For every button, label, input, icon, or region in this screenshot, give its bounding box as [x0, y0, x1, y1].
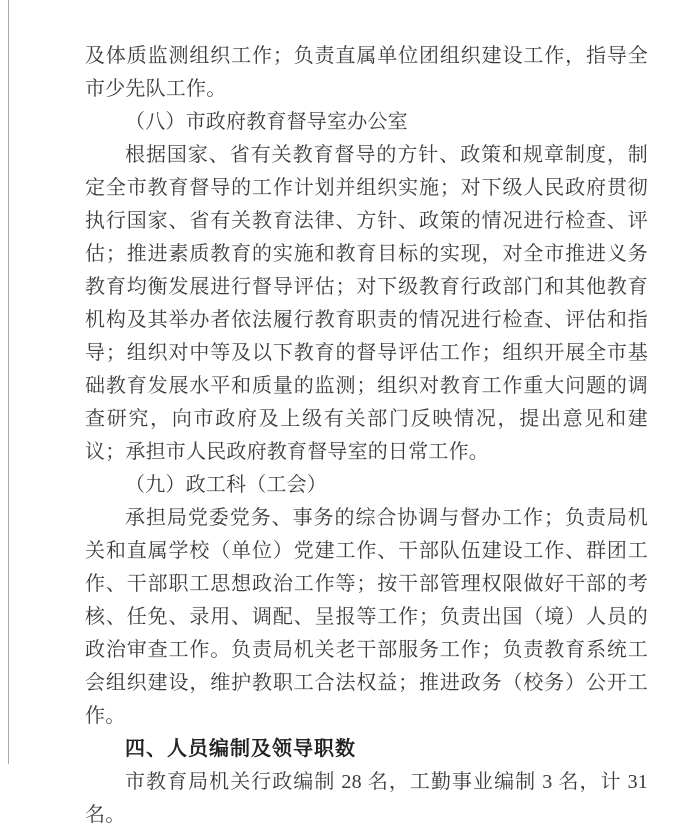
- page-left-margin-rule: [8, 0, 9, 764]
- paragraph-supervision-office-duties: 根据国家、省有关教育督导的方针、政策和规章制度，制定全市教育督导的工作计划并组织实施；对下级人民政府贯彻执行国家、省有关教育法律、方针、政策的情况进行检查、评估；推进素质教育的实施和教育目标的实现，对全市推进义务教育均衡发展进行督导评估；对下级教育行政部门和其他教育机构及其举办者依法履行教育职责的情况进行检查、评估和指导；组织对中等及以下教育的督导评估工作；组织开展全市基础教育发展水平和质量的监测；组织对教育工作重大问题的调查研究，向市政府及上级有关部门反映情况，提出意见和建议；承担市人民政府教育督导室的日常工作。: [85, 144, 648, 463]
- section-heading-8-supervision-office: （八）市政府教育督导室办公室: [125, 111, 408, 133]
- section-heading-4-staffing-quota: 四、人员编制及领导职数: [125, 738, 356, 760]
- document-page: [85, 40, 648, 832]
- paragraph-continuation-youth-work: 及体质监测组织工作；负责直属单位团组织建设工作，指导全市少先队工作。: [85, 45, 648, 100]
- paragraph-political-work-duties: 承担局党委党务、事务的综合协调与督办工作；负责局机关和直属学校（单位）党建工作、干部队伍建设工作、群团工作、干部职工思想政治工作等；按干部管理权限做好干部的考核、任免、录用、调配、呈报等工作；负责出国（境）人员的政治审查工作。负责局机关老干部服务工作；负责教育系统工会组织建设，维护教职工合法权益；推进政务（校务）公开工作。: [85, 507, 648, 727]
- section-heading-9-political-work-section: （九）政工科（工会）: [125, 474, 327, 496]
- paragraph-staffing-numbers: 市教育局机关行政编制 28 名，工勤事业编制 3 名，计 31 名。: [85, 771, 648, 826]
